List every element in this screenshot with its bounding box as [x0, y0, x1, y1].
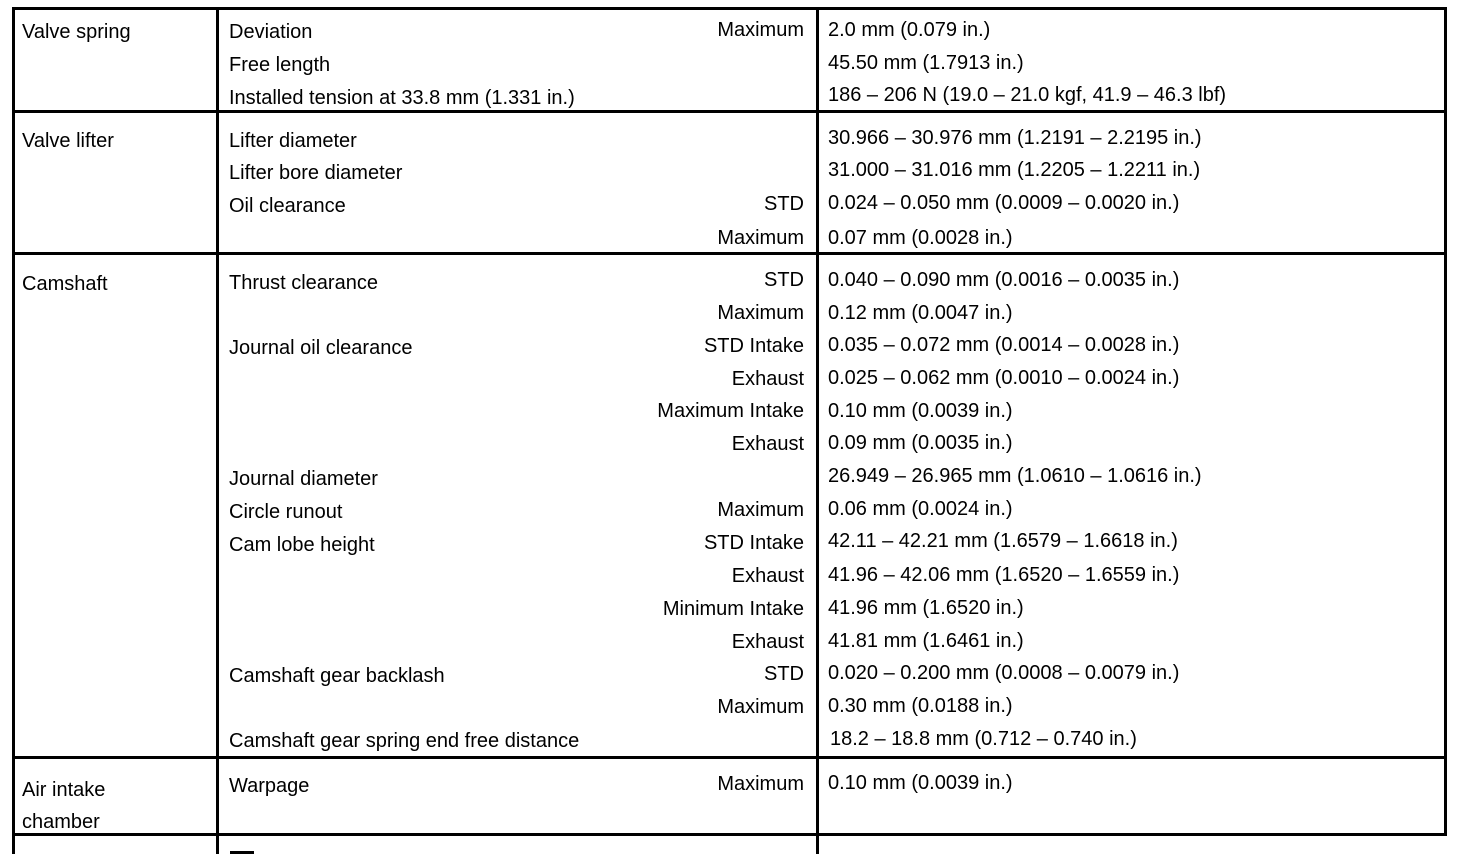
table-row-spec: 0.07 mm (0.0028 in.) — [828, 227, 1013, 249]
table-row-spec: 41.81 mm (1.6461 in.) — [828, 630, 1024, 652]
table-row-item: Oil clearance — [229, 195, 346, 217]
section-title-camshaft: Camshaft — [22, 273, 108, 295]
table-row-qualifier: Maximum Intake — [657, 400, 804, 422]
table-row-spec: 18.2 – 18.8 mm (0.712 – 0.740 in.) — [830, 728, 1137, 750]
table-row-qualifier: Exhaust — [731, 565, 804, 587]
table-row-qualifier: STD — [764, 269, 804, 291]
table-rule-left — [12, 7, 15, 854]
table-row-item: Installed tension at 33.8 mm (1.331 in.) — [229, 87, 575, 109]
table-row-item: Deviation — [229, 21, 313, 43]
table-row-spec: 0.10 mm (0.0039 in.) — [828, 772, 1013, 794]
table-row-spec: 2.0 mm (0.079 in.) — [828, 19, 991, 41]
table-row-spec: 0.020 – 0.200 mm (0.0008 – 0.0079 in.) — [828, 662, 1180, 684]
table-row-qualifier: Maximum — [717, 19, 804, 41]
table-row-qualifier: STD Intake — [703, 532, 804, 554]
table-row-item: Lifter diameter — [229, 130, 357, 152]
table-row-item: Warpage — [229, 775, 310, 797]
table-rule-top — [12, 7, 1447, 10]
table-row-spec: 0.024 – 0.050 mm (0.0009 – 0.0020 in.) — [828, 192, 1180, 214]
table-row-spec: 0.09 mm (0.0035 in.) — [828, 432, 1013, 454]
section-title-valve-spring: Valve spring — [22, 21, 131, 43]
table-row-spec: 26.949 – 26.965 mm (1.0610 – 1.0616 in.) — [828, 465, 1202, 487]
table-row-spec: 45.50 mm (1.7913 in.) — [828, 52, 1024, 74]
table-row-qualifier: Exhaust — [731, 631, 804, 653]
table-row-spec: 41.96 mm (1.6520 in.) — [828, 597, 1024, 619]
table-row-spec: 41.96 – 42.06 mm (1.6520 – 1.6559 in.) — [828, 564, 1180, 586]
table-row-item: Journal diameter — [229, 468, 378, 490]
table-row-qualifier: Maximum — [717, 773, 804, 795]
table-row-qualifier: Maximum — [717, 227, 804, 249]
table-row-qualifier: Exhaust — [731, 433, 804, 455]
table-row-item: Lifter bore diameter — [229, 162, 403, 184]
table-row-item: Camshaft gear spring end free distance — [229, 730, 580, 752]
table-row-qualifier: STD Intake — [703, 335, 804, 357]
table-row-qualifier: STD — [764, 663, 804, 685]
table-row-qualifier: Maximum — [717, 696, 804, 718]
table-row-qualifier: Maximum — [717, 302, 804, 324]
table-row-item: Free length — [229, 54, 331, 76]
table-rule-col2 — [816, 7, 819, 854]
table-row-qualifier: Exhaust — [731, 368, 804, 390]
table-row-spec: 0.035 – 0.072 mm (0.0014 – 0.0028 in.) — [828, 334, 1180, 356]
table-row-item: Journal oil clearance — [229, 337, 413, 359]
table-row-spec: 0.10 mm (0.0039 in.) — [828, 400, 1013, 422]
table-row-item: Circle runout — [229, 501, 343, 523]
table-rule-col1 — [216, 7, 219, 854]
table-row-item: Cam lobe height — [229, 534, 375, 556]
section-title-air-intake-chamber: Air intake chamber — [22, 779, 106, 833]
table-row-spec: 42.11 – 42.21 mm (1.6579 – 1.6618 in.) — [828, 530, 1178, 552]
table-row-qualifier: STD — [764, 193, 804, 215]
table-row-qualifier: Maximum — [717, 499, 804, 521]
table-row-spec: 0.040 – 0.090 mm (0.0016 – 0.0035 in.) — [828, 269, 1180, 291]
table-row-spec: 186 – 206 N (19.0 – 21.0 kgf, 41.9 – 46.3 lbf) — [828, 84, 1227, 106]
table-row-spec: 0.30 mm (0.0188 in.) — [828, 695, 1013, 717]
table-rule-next-section — [12, 833, 1447, 836]
table-rule-air-intake — [12, 756, 1447, 759]
table-row-spec: 0.06 mm (0.0024 in.) — [828, 498, 1013, 520]
table-rule-valve-lifter — [12, 110, 1447, 113]
table-row-item: Thrust clearance — [229, 272, 378, 294]
table-row-spec: 0.12 mm (0.0047 in.) — [828, 302, 1013, 324]
table-rule-camshaft — [12, 252, 1447, 255]
table-row-item: Camshaft gear backlash — [229, 665, 445, 687]
table-row-qualifier: Minimum Intake — [662, 598, 804, 620]
table-row-spec: 0.025 – 0.062 mm (0.0010 – 0.0024 in.) — [828, 367, 1180, 389]
table-row-spec: 30.966 – 30.976 mm (1.2191 – 2.2195 in.) — [828, 127, 1202, 149]
table-rule-right — [1444, 7, 1447, 833]
table-row-spec: 31.000 – 31.016 mm (1.2205 – 1.2211 in.) — [828, 159, 1201, 181]
section-title-valve-lifter: Valve lifter — [22, 130, 114, 152]
